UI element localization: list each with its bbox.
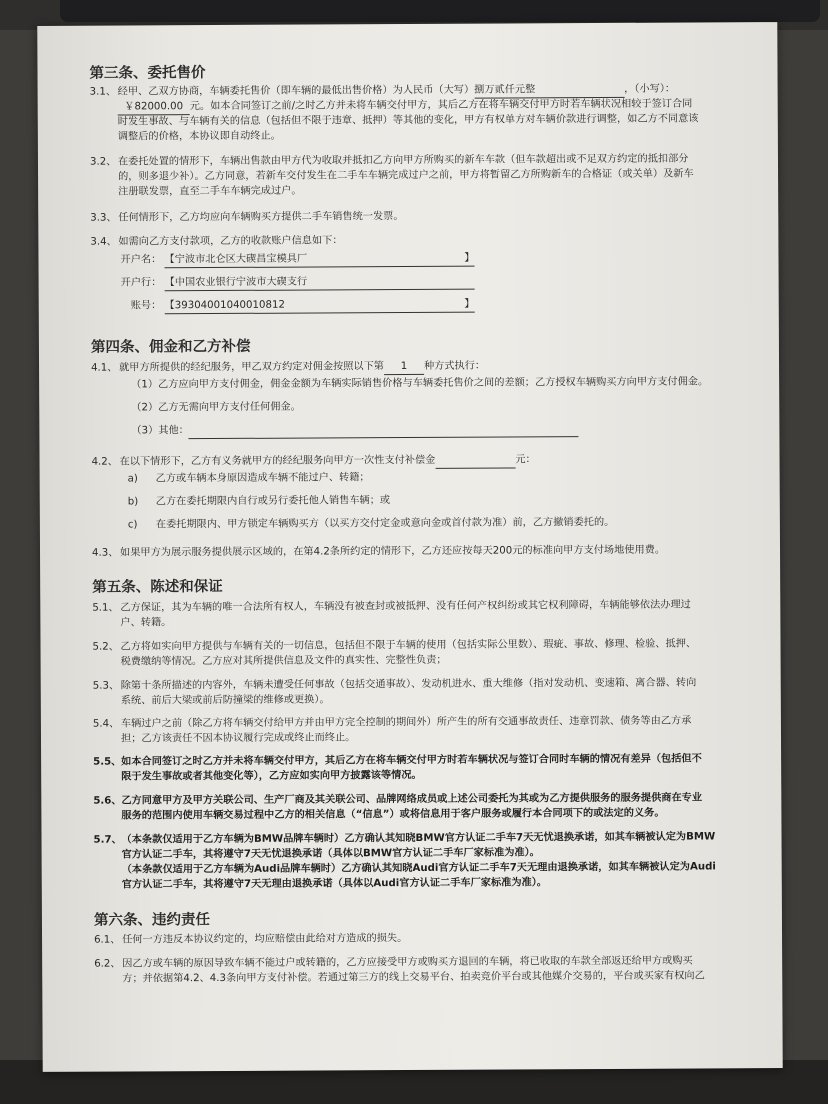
clause-5-7-line-2: 官方认证二手车，其将遵守7天无忧退换承诺（具体以BMW官方认证二手车厂家标准为准）。 — [121, 847, 540, 861]
bank-row — [121, 275, 475, 292]
bracket-open: 【 — [164, 254, 175, 266]
clause-4-2-text-b: 元： — [515, 454, 536, 466]
clause-3-2-line-1: 在委托处置的情形下，车辆出售款由甲方代为收取并抵扣乙方向甲方所购买的新车车款（但车款超出或不足双方约定的抵扣部分 — [117, 153, 689, 168]
clause-4-3-number: 4.3、 — [91, 547, 119, 559]
account-no-box — [165, 298, 475, 315]
account-name-label: 开户名： — [120, 254, 162, 266]
clause-4-2-item-a: 乙方或车辆本身原因造成车辆不能过户、转籍； — [155, 472, 370, 485]
commission-option-3 — [131, 422, 578, 439]
bracket-close: 】 — [464, 252, 475, 264]
clause-5-5-line-2: 限于发生事故或者其他变化等），乙方应如实向甲方披露该等情况。 — [121, 769, 422, 783]
account-name-box — [164, 252, 474, 269]
contract-page — [37, 22, 782, 1072]
clause-3-2-line-2: 的，则多退少补）。乙方同意，若新车交付发生在二手车车辆完成过户之前，甲方将暂留乙方所购新车的合格证（或关单）及新车 — [118, 168, 694, 183]
clause-5-6-line-2: 服务的范围内使用车辆交易过程中乙方的相关信息（“信息”）或将信息用于客户服务或履行本合同项下的或法定的义务。 — [121, 807, 665, 822]
clause-4-2-item-b: 乙方在委托期限内自行或另行委托他人销售车辆；或 — [155, 495, 391, 508]
clause-5-2-line-1: 乙方将如实向甲方提供与车辆有关的一切信息，包括但不限于车辆的使用（包括实际公里数）、瑕疵、事故、修理、检验、抵押、 — [120, 638, 697, 653]
clause-4-2-item-a-label: a) — [127, 473, 138, 485]
clause-6-2-line-1: 因乙方或车辆的原因导致车辆不能过户或转籍的，乙方应接受甲方或购买方退回的车辆，将已收取的车款全部返还给甲方或购买 — [122, 955, 693, 970]
section-4-title: 第四条、佣金和乙方补偿 — [90, 338, 251, 356]
clause-4-2-item-c: 在委托期限内、甲方锁定车辆购买方（以买方交付定金或意向金或首付款为准）前，乙方撤销委托的。 — [155, 516, 615, 531]
bracket-open: 【 — [164, 300, 175, 312]
clause-5-7-number: 5.7、 — [93, 834, 122, 846]
clause-5-7-line-1: （本条款仅适用于乙方车辆为BMW品牌车辆时）乙方确认其知晓BMW官方认证二手车7天无忧退换承诺，如其车辆被认定为BMW — [121, 831, 716, 846]
clause-4-2-item-b-label: b) — [127, 496, 139, 508]
clause-5-4-line-1: 车辆过户之前（除乙方将车辆交付给甲方并由甲方完全控制的期间外）所产生的所有交通事故责任、违章罚款、债务等由乙方承 — [120, 715, 692, 730]
clause-5-6-line-1: 乙方同意甲方及甲方关联公司、生产厂商及其关联公司、品牌网络成员或上述公司委托为其或为乙方提供服务的服务提供商在专业 — [121, 792, 703, 807]
clause-6-2-number: 6.2、 — [94, 958, 121, 970]
account-no-value: 39304001040010812 — [174, 299, 285, 312]
clause-5-2-line-2: 税费缴纳等情况。乙方应对其所提供信息及文件的真实性、完整性负责； — [120, 654, 447, 668]
clause-5-4-line-2: 担；乙方该责任不因本协议履行完成或终止而终止。 — [120, 732, 356, 745]
clause-5-3-line-2: 系统、前后大梁或前后防撞梁的维修或更换）。 — [120, 694, 330, 707]
clause-5-5-number: 5.5、 — [93, 756, 122, 768]
clause-4-3-line-1: 如果甲方为展示服务提供展示区域的，在第4.2条所约定的情形下，乙方还应按每天200元的标准向甲方支付场地使用费。 — [119, 544, 666, 559]
clause-6-2-line-2: 方；并依据第4.2、4.3条向甲方支付补偿。若通过第三方的线上交易平台、拍卖竞价平台或其他媒介交易的，平台或买家有权向乙 — [122, 970, 705, 985]
clause-3-4-line-1: 如需向乙方支付款项，乙方的收款账户信息如下： — [118, 235, 343, 248]
section-5-title: 第五条、陈述和保证 — [92, 578, 223, 596]
clause-5-2-number: 5.2、 — [92, 641, 119, 653]
bank-value: 中国农业银行宁波市大碶支行 — [174, 276, 308, 289]
clause-4-1-number: 4.1、 — [91, 362, 118, 374]
clause-3-1-text-1: 经甲、乙双方协商，车辆委托售价（即车辆的最低出售价格）为人民币（大写） — [117, 84, 475, 98]
clause-5-3-number: 5.3、 — [92, 680, 120, 692]
clause-3-1-line-3: 时发生事故、与车辆有关的信息（包括但不限于违章、抵押）等其他的变化，甲方有权单方对车辆价款进行调整，如乙方不同意该 — [117, 113, 699, 128]
clause-4-1-text-b: 种方式执行： — [423, 360, 486, 372]
clause-5-4-number: 5.4、 — [92, 718, 120, 730]
clause-3-2-number: 3.2、 — [89, 156, 117, 168]
laptop-edge — [60, 0, 820, 22]
clause-4-1-text: 就甲方所提供的经纪服务，甲乙双方约定对佣金按照以下第 — [119, 361, 384, 374]
account-no-label: 账号： — [130, 300, 162, 312]
bank-label: 开户行： — [120, 277, 162, 289]
clause-3-3-number: 3.3、 — [90, 212, 117, 224]
bank-box — [165, 275, 475, 292]
clause-4-2-number: 4.2、 — [91, 456, 118, 468]
clause-6-1-line-1: 任何一方违反本协议约定的，均应赔偿由此给对方造成的损失。 — [122, 933, 408, 946]
clause-3-2-line-3: 注册联发票，直至二手车车辆完成过户。 — [118, 185, 302, 198]
clause-4-1-line-1 — [119, 360, 485, 377]
account-no-row — [131, 298, 475, 315]
bracket-open: 【 — [164, 277, 175, 289]
clause-4-2-item-c-label: c) — [127, 519, 138, 531]
price-in-numbers: ￥82000.00 — [118, 100, 190, 115]
clause-5-6-number: 5.6、 — [93, 795, 122, 807]
commission-option-3-label: （3）其他： — [131, 425, 189, 437]
commission-option-2: （2）乙方无需向甲方支付任何佣金。 — [131, 401, 301, 414]
clause-5-7-line-4: 官方认证二手车，其将遵守7天无理由退换承诺（具体以Audi官方认证二手车厂家标准为准）。 — [121, 877, 548, 891]
clause-4-2-line-1 — [120, 453, 536, 470]
clause-5-3-line-1: 除第十条所描述的内容外，车辆未遭受任何事故（包括交通事故）、发动机进水、重大维修（指对发动机、变速箱、离合器、转向 — [120, 677, 697, 692]
account-name-row — [120, 252, 474, 269]
bracket-close: 】 — [464, 298, 475, 310]
commission-option: 1 — [384, 360, 424, 375]
clause-5-5-line-1: 如本合同签订之时乙方并未将车辆交付甲方，其后乙方在将车辆交付甲方时若车辆状况与签订合同时车辆的情况有差异（包括但不 — [121, 753, 702, 768]
account-name-value: 宁波市北仑区大碶昌宝模具厂 — [174, 253, 308, 266]
section-3-title: 第三条、委托售价 — [89, 65, 206, 82]
clause-5-1-line-1: 乙方保证，其为车辆的唯一合法所有权人，车辆没有被查封或被抵押、没有任何产权纠纷或其它权利障碍，车辆能够依法办理过 — [120, 599, 691, 614]
clause-3-1-number: 3.1、 — [89, 86, 117, 98]
clause-6-1-number: 6.1、 — [94, 934, 121, 946]
clause-5-1-number: 5.1、 — [92, 602, 119, 614]
clause-3-1-text-1b: ，（小写）： — [624, 83, 676, 95]
clause-5-7-line-3: （本条款仅适用于乙方车辆为Audi品牌车辆时）乙方确认其知晓Audi官方认证二手车7天无理由退换承诺，如其车辆被认定为Audi — [121, 861, 716, 876]
clause-3-1-line-4: 调整后的价格，本协议即自动终止。 — [117, 130, 281, 143]
section-6-title: 第六条、违约责任 — [93, 912, 210, 929]
clause-5-1-line-2: 户、转籍。 — [120, 617, 172, 629]
commission-option-1: （1）乙方应向甲方支付佣金，佣金金额为车辆实际销售价格与车辆委托售价之间的差额；乙方授权车辆购买方向甲方支付佣金。 — [131, 376, 709, 391]
clause-3-3-line-1: 任何情形下，乙方均应向车辆购买方提供二手车销售统一发票。 — [118, 211, 404, 224]
clause-3-4-number: 3.4、 — [90, 236, 117, 248]
clause-4-2-text: 在以下情形下，乙方有义务就甲方的经纪服务向甲方一次性支付补偿金 — [119, 454, 436, 468]
clause-3-1-text-2: 元。如本合同签订之前/之时乙方并未将车辆交付甲方，其后乙方在将车辆交付甲方时若车辆状况相较于签订合同 — [189, 98, 693, 113]
price-in-words: 捌万贰仟元整 — [474, 83, 624, 99]
